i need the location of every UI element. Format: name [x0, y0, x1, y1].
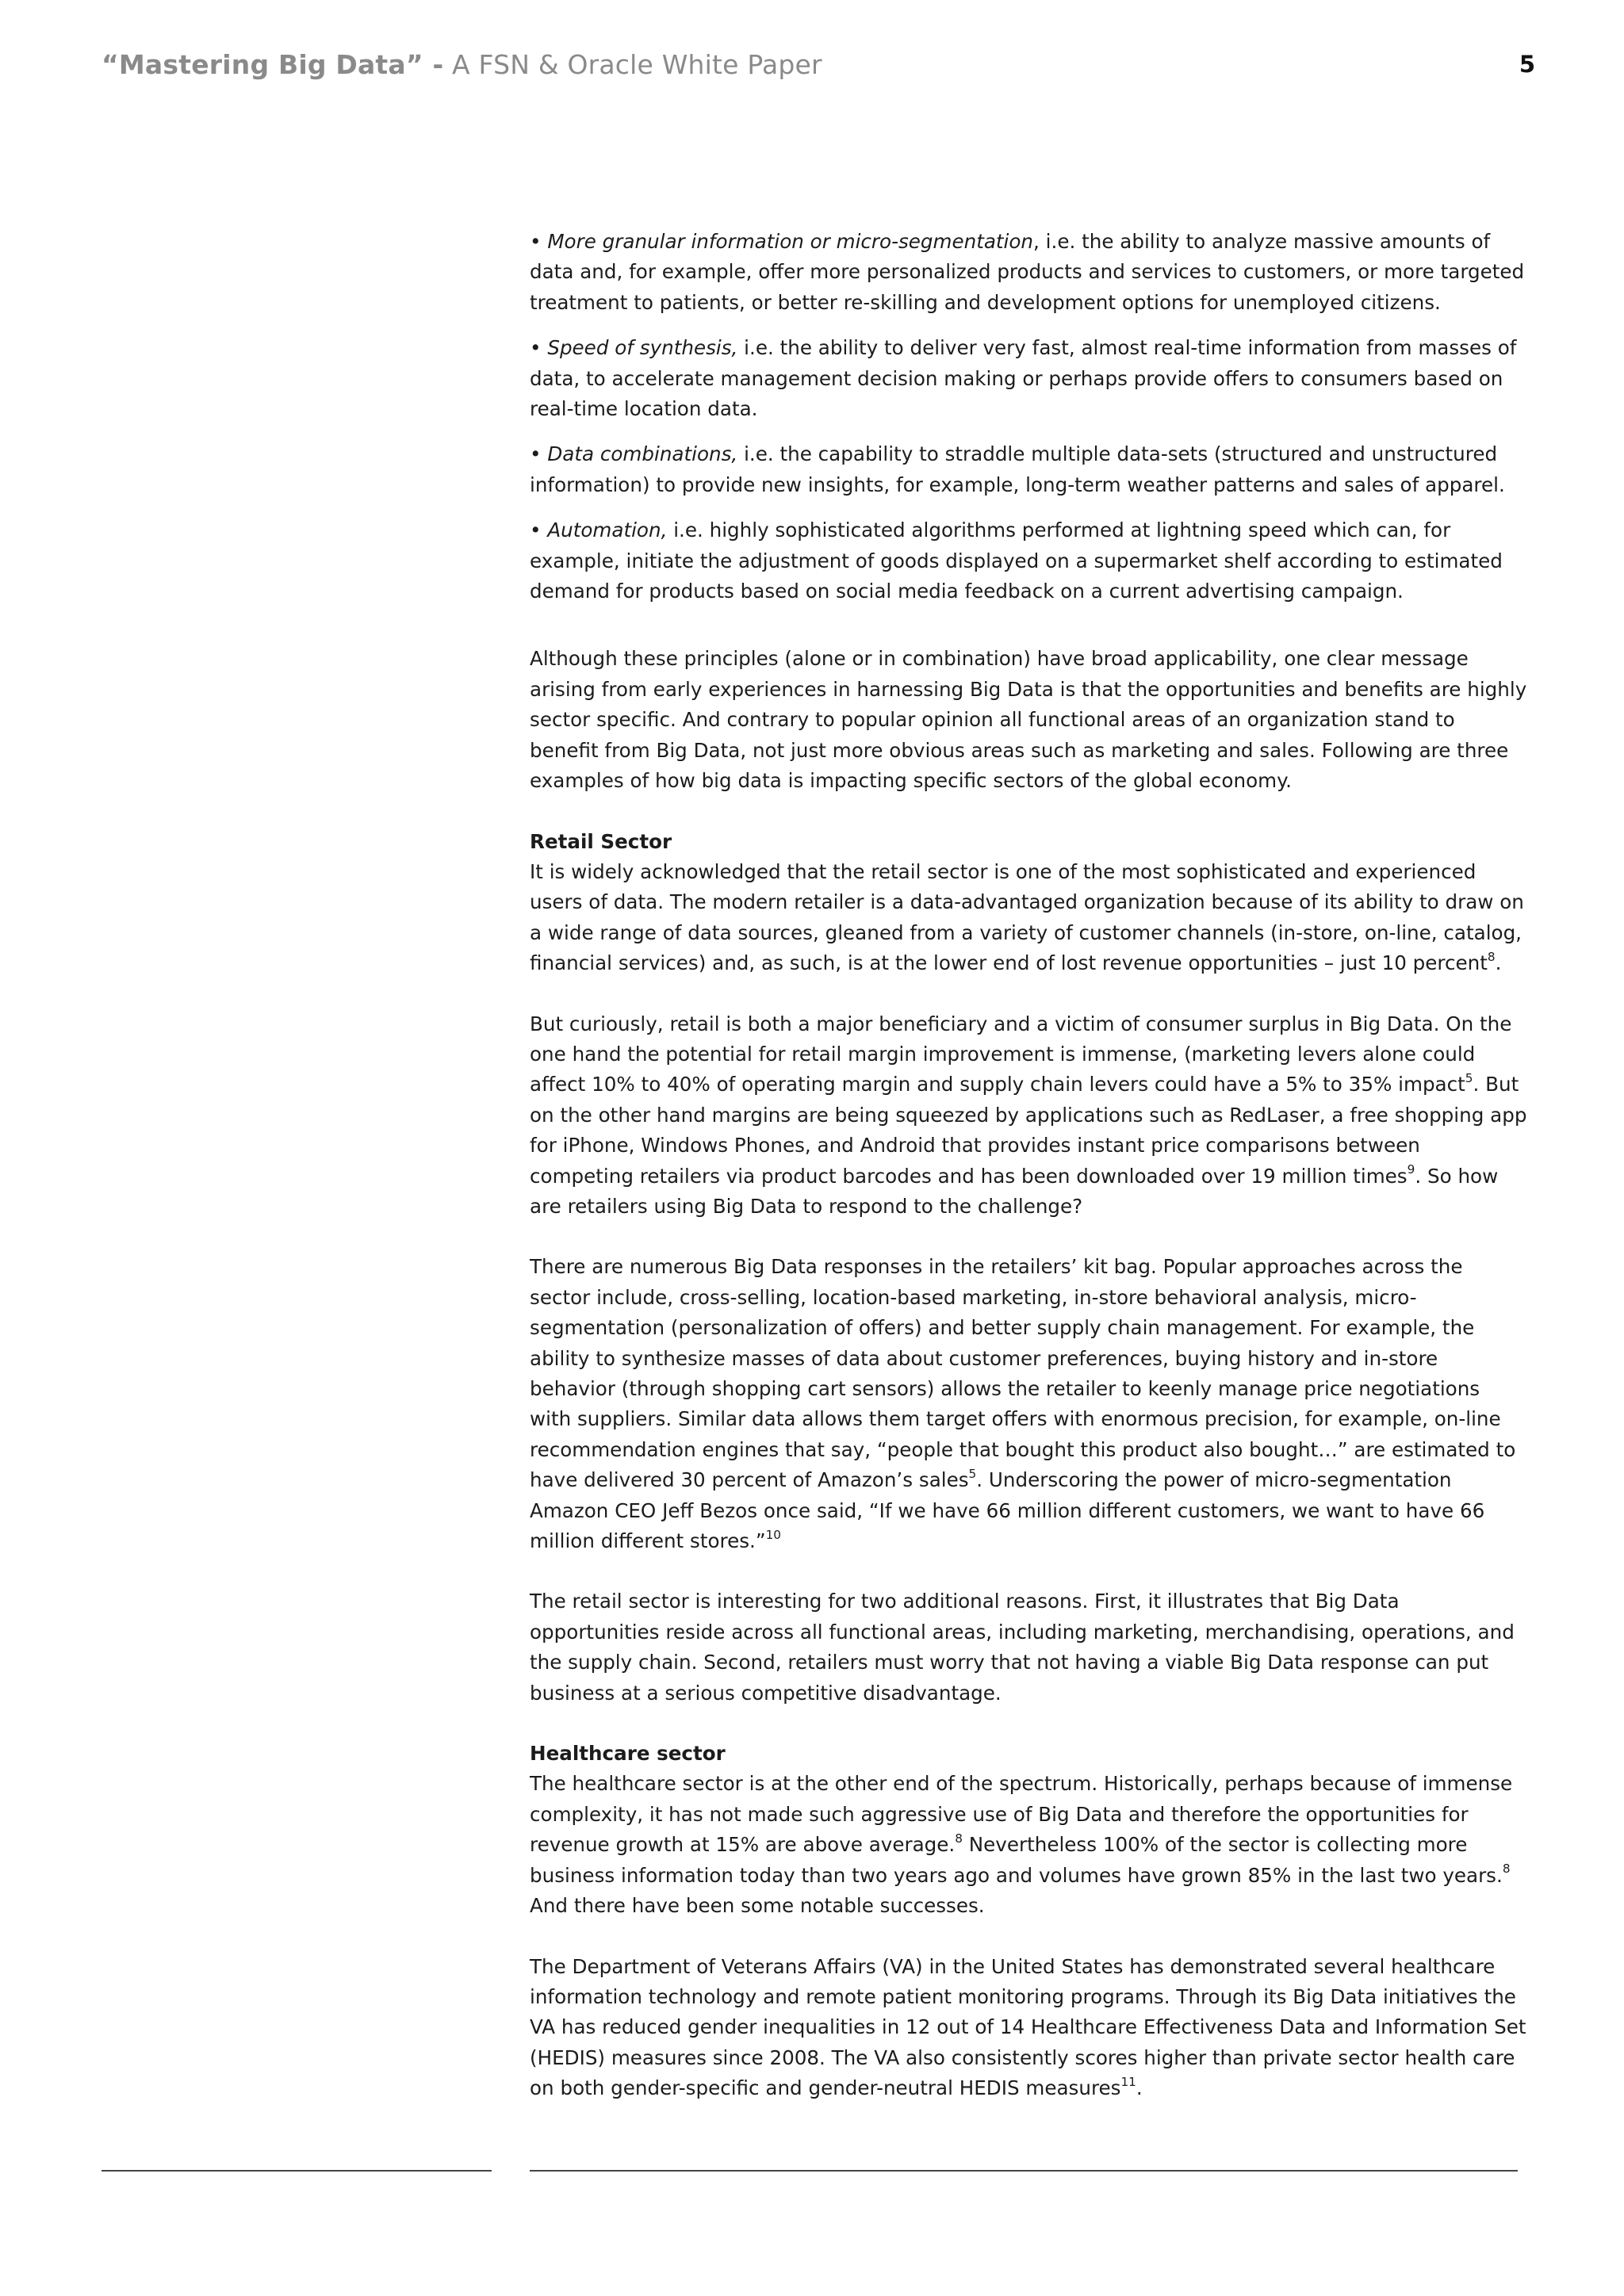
bullet-text: , i.e. the ability to analyze massive amounts of data and, for example, offer more personalized products and services to customers, or more targeted treatment to patients, or better re-skilling and development options for unemployed citizens.: [530, 230, 1525, 314]
bullet-text: i.e. the capability to straddle multiple data-sets (structured and unstructured information) to provide new insights, for example, long-term weather patterns and sales of apparel.: [530, 442, 1505, 496]
healthcare-paragraph-2: The Department of Veterans Affairs (VA) in the United States has demonstrated several healthcare information technology and remote patient monitoring programs. Through its Big Data initiatives the VA has reduced gender inequalities in 12 out of 14 Healthcare Effectiveness Data and Information Set (HEDIS) measures since 2008. The VA also consistently scores higher than private sector health care on both gender-specific and gender-neutral HEDIS measures$^{11}$.: [530, 1954, 1526, 2100]
bullet-item: • More granular information or micro-segmentation, i.e. the ability to analyze massive amounts of data and, for example, offer more personalized products and services to customers, or more targeted treatment to patients, or better re-skilling and development options for unemployed citizens.: [530, 230, 1525, 314]
bullet-item: • Data combinations, i.e. the capability to straddle multiple data-sets (structured and unstructured information) to provide new insights, for example, long-term weather patterns and sales of apparel.: [530, 442, 1505, 496]
header-title-rest: A FSN & Oracle White Paper: [443, 49, 822, 80]
header-title-bold: “Mastering Big Data” -: [102, 49, 444, 80]
retail-paragraph-4: The retail sector is interesting for two additional reasons. First, it illustrates that Big Data opportunities reside across all functional areas, including marketing, merchandising, operations, and the supply chain. Second, retailers must worry that not having a viable Big Data response can put business at a serious competitive disadvantage.: [530, 1590, 1515, 1705]
bullet-text: i.e. highly sophisticated algorithms performed at lightning speed which can, for example, initiate the adjustment of goods displayed on a supermarket shelf according to estimated demand for products based on social media feedback on a current advertising campaign.: [530, 519, 1503, 603]
healthcare-paragraph-1: The healthcare sector is at the other end of the spectrum. Historically, perhaps because of immense complexity, it has not made such aggressive use of Big Data and therefore the opportunities for revenue growth at 15% are above average.$^8$ Nevertheless 100% of the sector is collecting more business information today than two years ago and volumes have grown 85% in the last two years.$^8$ And there have been some notable successes.: [530, 1772, 1513, 1918]
footer-rule-left: [102, 2170, 492, 2172]
bullet-term: Speed of synthesis,: [547, 336, 738, 360]
bullet-term: More granular information or micro-segmentation: [547, 230, 1034, 253]
intro-paragraph: Although these principles (alone or in combination) have broad applicability, one clear message arising from early experiences in harnessing Big Data is that the opportunities and benefits are highly sector specific. And contrary to popular opinion all functional areas of an organization stand to benefit from Big Data, not just more obvious areas such as marketing and sales. Following are three examples of how big data is impacting specific sectors of the global economy.: [530, 647, 1527, 793]
section-heading-healthcare: Healthcare sector: [530, 1742, 726, 1766]
bullet-item: • Speed of synthesis, i.e. the ability to deliver very fast, almost real-time information from masses of data, to accelerate management decision making or perhaps provide offers to consumers based on real-time location data.: [530, 336, 1517, 421]
retail-paragraph-2: But curiously, retail is both a major beneficiary and a victim of consumer surplus in Big Data. On the one hand the potential for retail margin improvement is immense, (marketing levers alone could affect 10% to 40% of operating margin and supply chain levers could have a 5% to 35% impact$^5$. But on the other hand margins are being squeezed by applications such as RedLaser, a free shopping app for iPhone, Windows Phones, and Android that provides instant price comparisons between competing retailers via product barcodes and has been downloaded over 19 million times$^9$. So how are retailers using Big Data to respond to the challenge?: [530, 1012, 1527, 1218]
bullet-term: Automation,: [547, 519, 668, 542]
section-heading-retail: Retail Sector: [530, 829, 672, 853]
retail-paragraph-1: It is widely acknowledged that the retail sector is one of the most sophisticated and experienced users of data. The modern retailer is a data-advantaged organization because of its ability to draw on a wide range of data sources, gleaned from a variety of customer channels (in-store, on-line, catalog, financial services) and, as such, is at the lower end of lost revenue opportunities – just 10 percent$^8$.: [530, 859, 1524, 975]
bullet-text: i.e. the ability to deliver very fast, almost real-time information from masses of data, to accelerate management decision making or perhaps provide offers to consumers based on real-time location data.: [530, 336, 1517, 421]
bullet-item: • Automation, i.e. highly sophisticated algorithms performed at lightning speed which can, for example, initiate the adjustment of goods displayed on a supermarket shelf according to estimated demand for products based on social media feedback on a current advertising campaign.: [530, 519, 1503, 603]
bullet-term: Data combinations,: [547, 442, 738, 466]
retail-paragraph-3: There are numerous Big Data responses in the retailers’ kit bag. Popular approaches across the sector include, cross-selling, location-based marketing, in-store behavioral analysis, micro-segmentation (personalization of offers) and better supply chain management. For example, the ability to synthesize masses of data about customer preferences, buying history and in-store behavior (through shopping cart sensors) allows the retailer to keenly manage price negotiations with suppliers. Similar data allows them target offers with enormous precision, for example, on-line recommendation engines that say, “people that bought this product also bought…” are estimated to have delivered 30 percent of Amazon’s sales$^5$. Underscoring the power of micro-segmentation Amazon CEO Jeff Bezos once said, “If we have 66 million different customers, we want to have 66 million different stores.”$^{10}$: [530, 1255, 1516, 1553]
page-header-title: [102, 49, 822, 80]
footer-rule-right: [530, 2170, 1518, 2172]
page-number: 5: [1519, 51, 1535, 78]
body-content: [530, 227, 1527, 2104]
